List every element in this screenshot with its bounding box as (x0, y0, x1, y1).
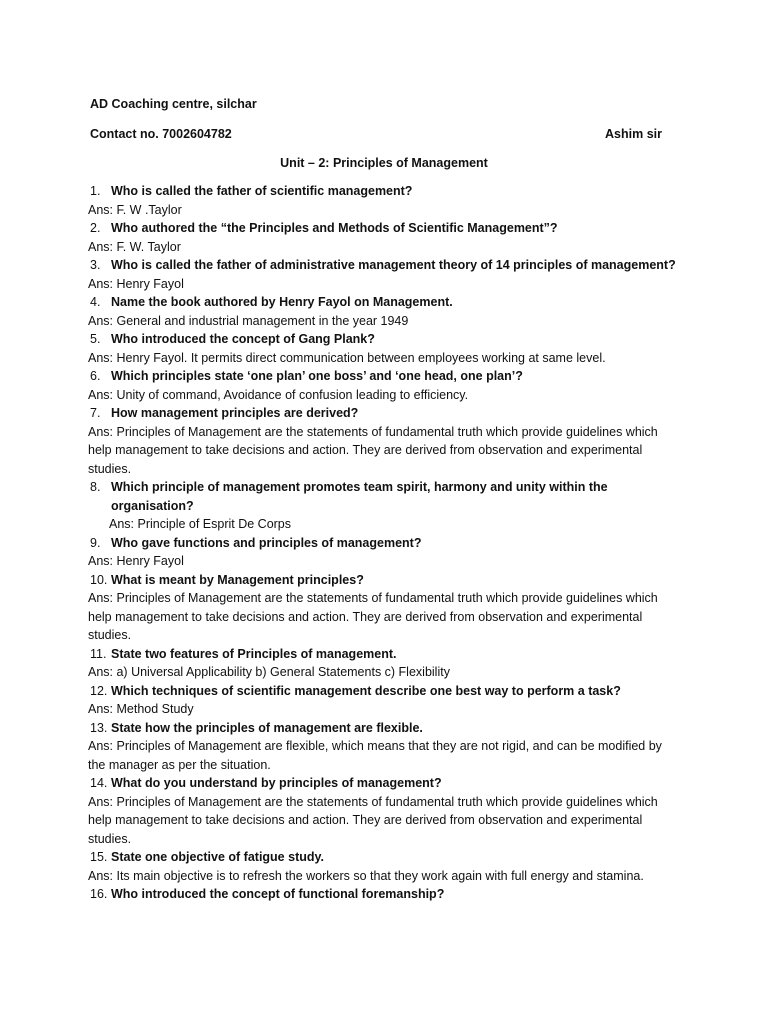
question-number: 3. (90, 258, 101, 272)
question-answer-list (90, 182, 680, 904)
qa-item (90, 885, 680, 904)
question (90, 885, 680, 904)
answer-text: Ans: Unity of command, Avoidance of confusion leading to efficiency. (88, 387, 469, 402)
question (90, 478, 680, 515)
question-number: 2. (90, 221, 101, 235)
question-number: 7. (90, 406, 101, 420)
question (90, 256, 680, 275)
question-text: What is meant by Management principles? (111, 572, 364, 587)
question (90, 682, 680, 701)
question-text: What do you understand by principles of management? (111, 776, 442, 790)
answer-text: Ans: a) Universal Applicability b) General Statements c) Flexibility (88, 665, 450, 679)
qa-item (90, 571, 680, 645)
question-number: 16. (90, 887, 108, 901)
question-text: State one objective of fatigue study. (111, 850, 324, 864)
answer-text: Ans: F. W .Taylor (88, 202, 182, 217)
qa-item (90, 682, 680, 719)
qa-item (90, 774, 680, 848)
answer-text: Ans: Henry Fayol (88, 554, 184, 568)
question-number: 9. (90, 535, 101, 550)
answer-text: Ans: Henry Fayol. It permits direct communication between employees working at same level. (88, 350, 606, 365)
answer-text: Ans: General and industrial management in the year 1949 (88, 313, 409, 328)
question (90, 719, 680, 738)
teacher-name: Ashim sir (605, 127, 662, 141)
question (90, 645, 680, 664)
question (90, 182, 680, 201)
qa-item (90, 219, 680, 256)
qa-item (90, 404, 680, 478)
question (90, 367, 680, 386)
question-text: Name the book authored by Henry Fayol on Management. (111, 295, 453, 309)
institute-name: AD Coaching centre, silchar (90, 97, 257, 111)
question-number: 13. (90, 720, 108, 735)
question-text: State how the principles of management are flexible. (111, 720, 423, 735)
qa-item (90, 478, 680, 534)
answer-text: Ans: F. W. Taylor (88, 239, 181, 254)
qa-item (90, 848, 680, 885)
question-text: How management principles are derived? (111, 406, 359, 420)
question-number: 4. (90, 295, 101, 309)
question-text: Which principle of management promotes team spirit, harmony and unity within the organisation? (111, 480, 608, 513)
question (90, 404, 680, 423)
question-text: Which techniques of scientific management describe one best way to perform a task? (111, 683, 621, 698)
question-number: 15. (90, 850, 108, 864)
question-number: 10. (90, 572, 108, 587)
unit-title: Unit – 2: Principles of Management (280, 156, 488, 170)
question-number: 12. (90, 683, 108, 698)
question (90, 219, 680, 238)
question-text: Who gave functions and principles of management? (111, 535, 422, 550)
question-text: Who is called the father of administrative management theory of 14 principles of management? (111, 258, 676, 272)
question-text: Who introduced the concept of Gang Plank? (111, 332, 375, 346)
question (90, 774, 680, 793)
question-text: Which principles state ‘one plan’ one boss’ and ‘one head, one plan’? (111, 369, 523, 383)
question-number: 1. (90, 184, 101, 198)
contact-number: Contact no. 7002604782 (90, 127, 232, 141)
question-text: State two features of Principles of management. (111, 646, 397, 661)
qa-item (90, 182, 680, 219)
question-text: Who is called the father of scientific management? (111, 184, 413, 198)
question (90, 330, 680, 349)
qa-item (90, 256, 680, 293)
answer-text: Ans: Method Study (88, 702, 194, 716)
question-number: 11. (90, 646, 107, 661)
question (90, 571, 680, 590)
question-text: Who introduced the concept of functional foremanship? (111, 887, 445, 901)
qa-item (90, 645, 680, 682)
answer-text: Ans: Henry Fayol (88, 276, 184, 291)
question-number: 8. (90, 480, 101, 494)
question-number: 6. (90, 369, 101, 383)
answer-text: Ans: Principle of Esprit De Corps (109, 517, 292, 531)
answer-text: Ans: Principles of Management are the statements of fundamental truth which provide guidelines which help management to take decisions and action. They are derived from observation and experimental studies. (88, 591, 658, 642)
question (90, 534, 680, 553)
answer-text: Ans: Principles of Management are the statements of fundamental truth which provide guidelines which help management to take decisions and action. They are derived from observation and experimental studies. (88, 794, 658, 846)
qa-item (90, 719, 680, 775)
qa-item (90, 534, 680, 571)
qa-item (90, 330, 680, 367)
question-number: 5. (90, 332, 101, 346)
question (90, 848, 680, 867)
question-number: 14. (90, 776, 108, 790)
question-text: Who authored the “the Principles and Methods of Scientific Management”? (111, 221, 558, 235)
answer-text: Ans: Principles of Management are flexible, which means that they are not rigid, and can be modified by the manager as per the situation. (88, 739, 662, 772)
answer-text: Ans: Principles of Management are the statements of fundamental truth which provide guidelines which help management to take decisions and action. They are derived from observation and experimental studies. (88, 424, 658, 476)
qa-item (90, 367, 680, 404)
question (90, 293, 680, 312)
qa-item (90, 293, 680, 330)
answer-text: Ans: Its main objective is to refresh the workers so that they work again with full energy and stamina. (88, 868, 644, 883)
